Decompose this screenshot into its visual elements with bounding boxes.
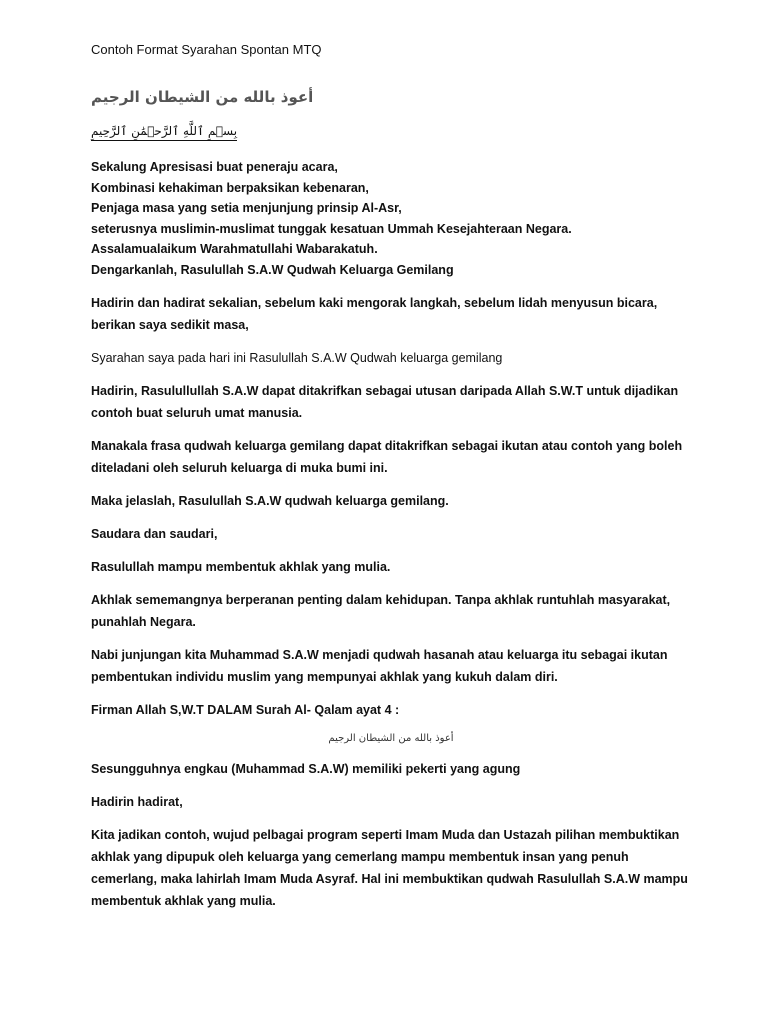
paragraph: Saudara dan saudari,	[91, 526, 218, 541]
intro-line: Sekalung Apresisasi buat peneraju acara,	[91, 160, 338, 174]
paragraph: Manakala frasa qudwah keluarga gemilang dapat ditakrifkan sebagai ikutan atau contoh yang boleh diteladani oleh seluruh keluarga di muka bumi ini.	[91, 438, 683, 475]
bismillah: بِسۡمِ ٱللَّهِ ٱلرَّحۡمَٰنِ ٱلرَّحِيمِ	[91, 122, 237, 141]
paragraph: Rasulullah mampu membentuk akhlak yang mulia.	[91, 559, 391, 574]
arabic-taawwudh-heading: أعوذ بالله من الشيطان الرجيم	[91, 88, 314, 106]
paragraph: Maka jelaslah, Rasulullah S.A.W qudwah keluarga gemilang.	[91, 493, 449, 508]
paragraph: Hadirin, Rasulullullah S.A.W dapat ditakrifkan sebagai utusan daripada Allah S.W.T untuk dijadikan contoh buat seluruh umat manusia.	[91, 383, 679, 420]
intro-line: Kombinasi kehakiman berpaksikan kebenaran,	[91, 180, 369, 195]
intro-line: Assalamualaikum Warahmatullahi Wabarakatuh.	[91, 242, 378, 257]
document-title: Contoh Format Syarahan Spontan MTQ	[91, 42, 322, 57]
intro-block	[91, 157, 691, 281]
paragraph: Hadirin dan hadirat sekalian, sebelum kaki mengorak langkah, sebelum lidah menyusun bicara, berikan saya sedikit masa,	[91, 295, 658, 332]
paragraph: Hadirin hadirat,	[91, 794, 183, 809]
document-body	[91, 40, 691, 912]
paragraph: Kita jadikan contoh, wujud pelbagai program seperti Imam Muda dan Ustazah pilihan membuktikan akhlak yang dipupuk oleh keluarga yang cemerlang mampu membentuk insan yang penuh cemerlang, maka lahirlah Imam Muda Asyraf. Hal ini membuktikan qudwah Rasulullah S.A.W mampu membentuk akhlak yang mulia.	[91, 827, 688, 908]
paragraph: Nabi junjungan kita Muhammad S.A.W menjadi qudwah hasanah atau keluarga itu sebagai ikutan pembentukan individu muslim yang mempunyai akhlak yang kukuh dalam diri.	[91, 647, 668, 684]
quran-verse-arabic: أعوذ بالله من الشيطان الرجيم	[328, 732, 454, 744]
intro-line: seterusnya muslimin-muslimat tunggak kesatuan Ummah Kesejahteraan Negara.	[91, 221, 572, 236]
paragraph: Firman Allah S,W.T DALAM Surah Al- Qalam ayat 4 :	[91, 702, 400, 717]
intro-line: Dengarkanlah, Rasulullah S.A.W Qudwah Keluarga Gemilang	[91, 262, 454, 277]
paragraph: Akhlak sememangnya berperanan penting dalam kehidupan. Tanpa akhlak runtuhlah masyarakat, punahlah Negara.	[91, 592, 671, 629]
paragraph: Sesungguhnya engkau (Muhammad S.A.W) memiliki pekerti yang agung	[91, 761, 521, 776]
intro-line: Penjaga masa yang setia menjunjung prinsip Al-Asr,	[91, 201, 402, 216]
paragraph: Syarahan saya pada hari ini Rasulullah S.A.W Qudwah keluarga gemilang	[91, 350, 503, 365]
